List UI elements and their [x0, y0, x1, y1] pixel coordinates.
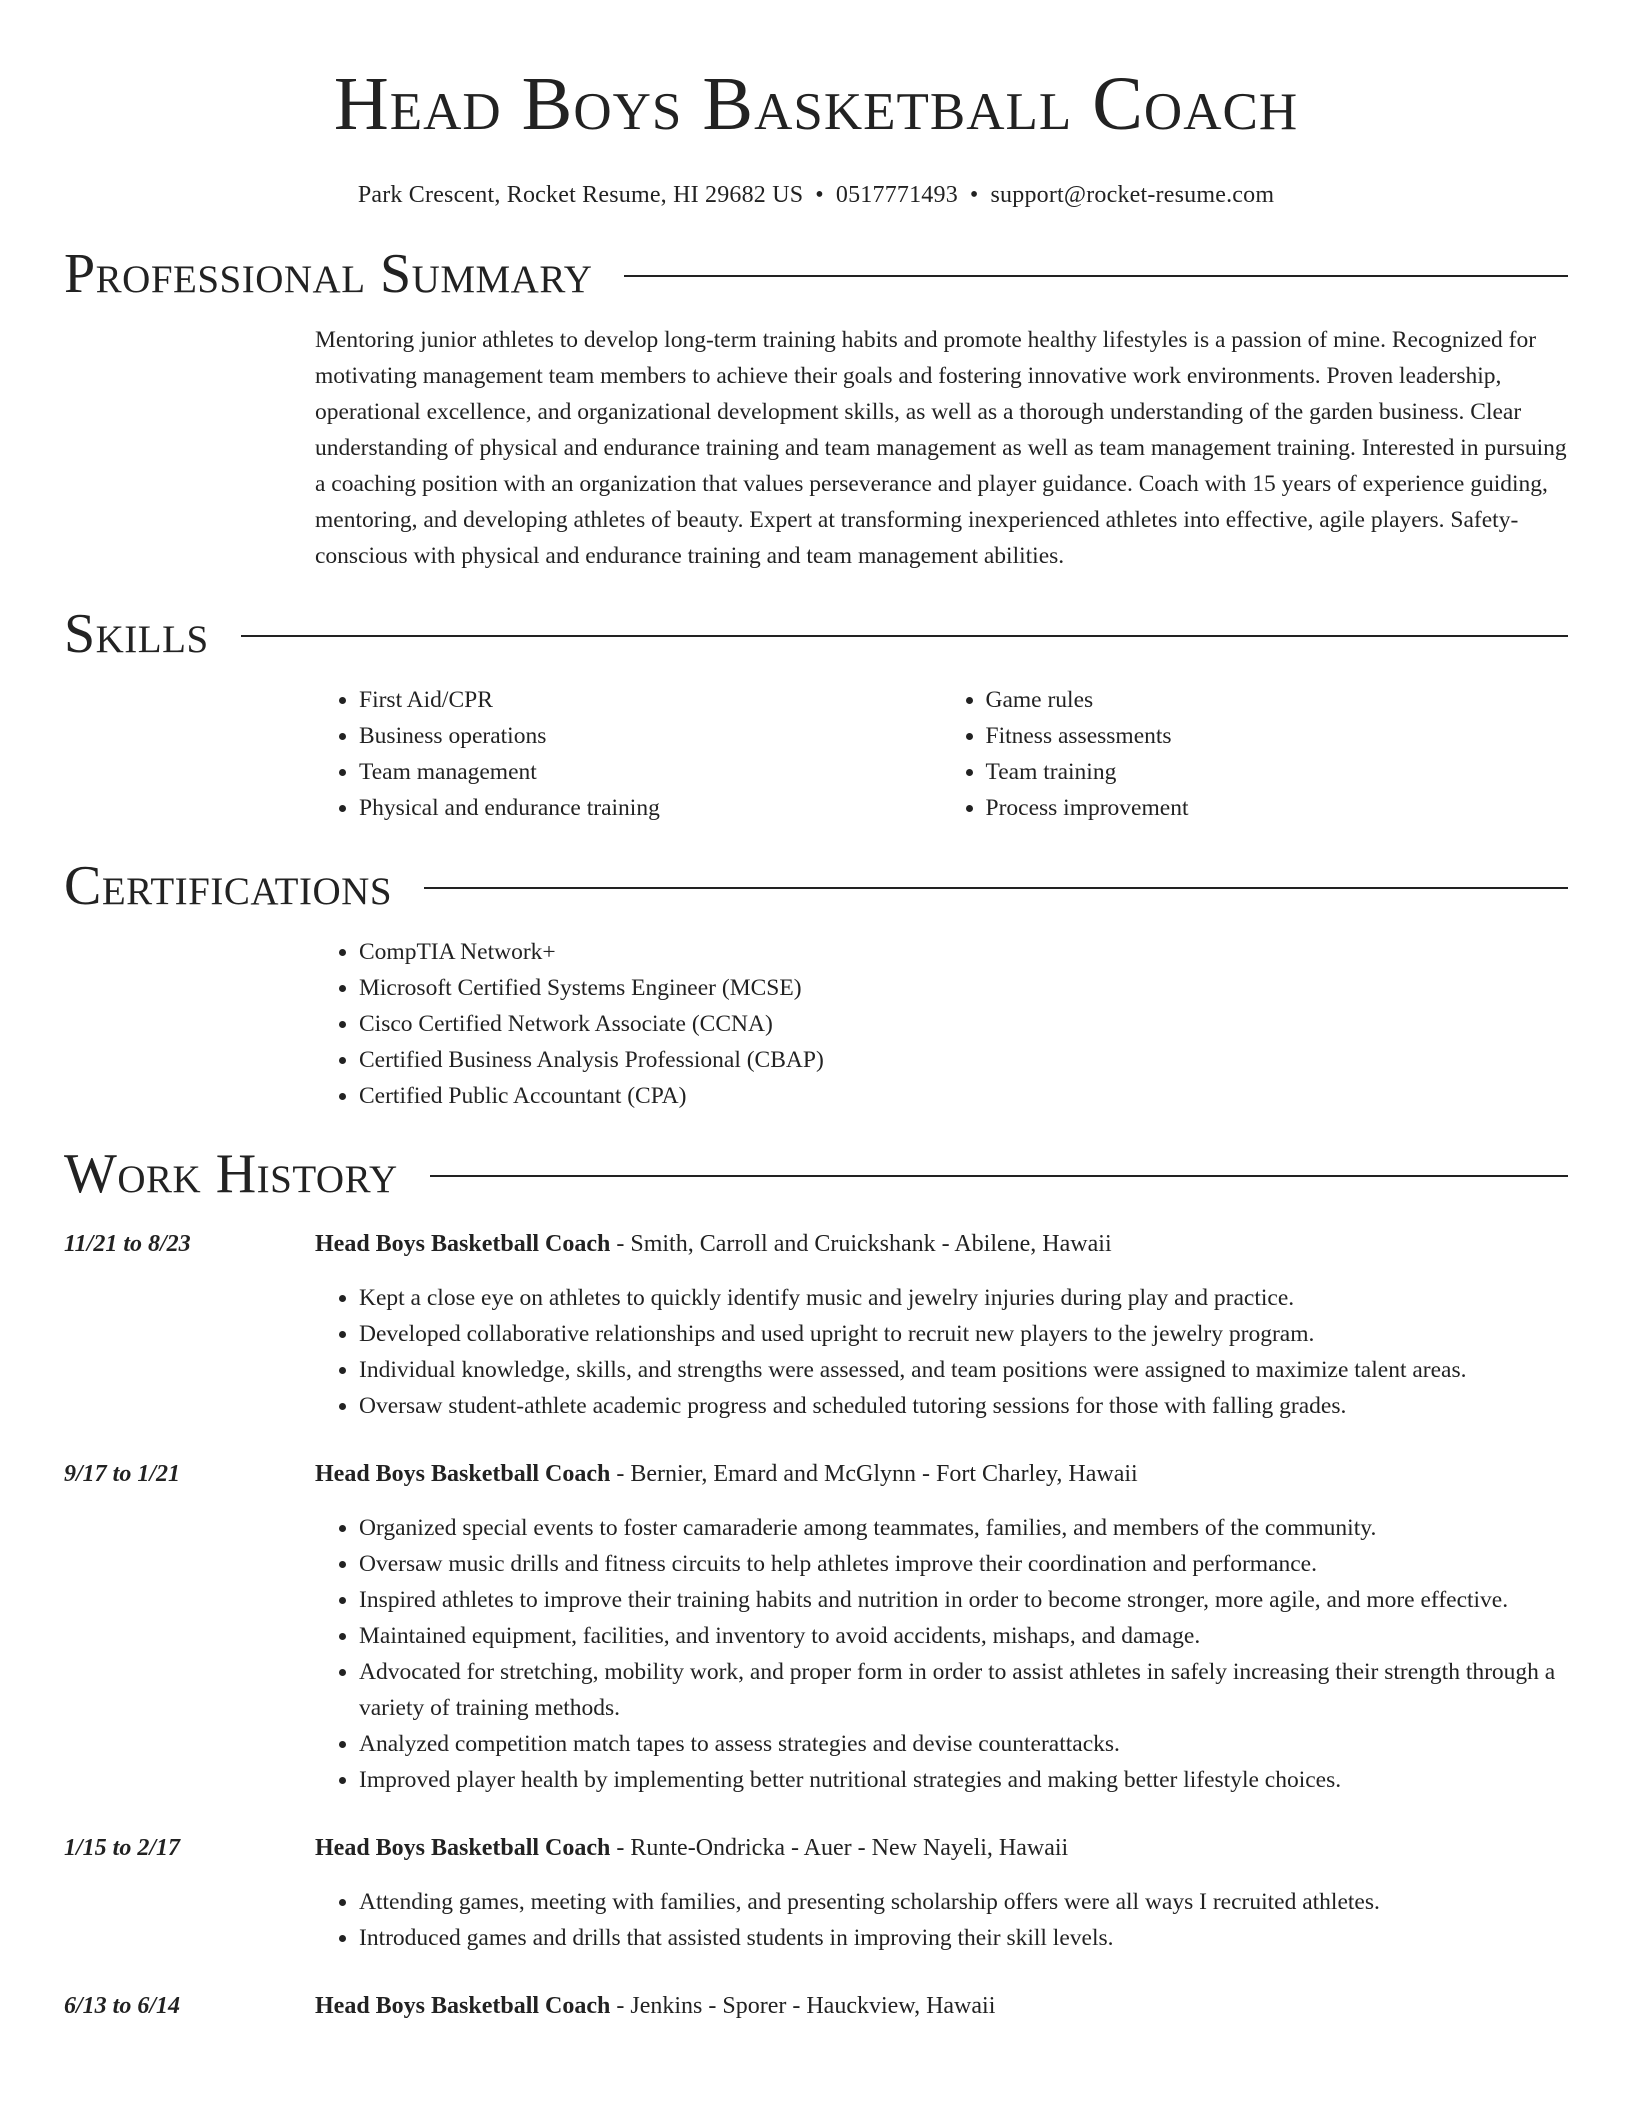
summary-heading: Professional Summary: [64, 243, 593, 305]
summary-section-header: [64, 244, 1568, 304]
job-detail: [315, 1226, 1568, 1424]
job-bullet: • Maintained equipment, facilities, and inventory to avoid accidents, mishaps, and damage.: [359, 1618, 1568, 1654]
contact-address: Park Crescent, Rocket Resume, HI 29682 US: [357, 182, 804, 208]
skill-item: • Fitness assessments: [986, 718, 1569, 754]
job-employer: - Runte-Ondricka - Auer - New Nayeli, Hawaii: [610, 1835, 1069, 1861]
certifications-heading: Certifications: [64, 855, 393, 917]
job-bullet: • Developed collaborative relationships and used upright to recruit new players to the jewelry program.: [359, 1316, 1568, 1352]
job-title: Head Boys Basketball Coach: [315, 1993, 611, 2019]
job-bullets: [315, 1280, 1568, 1424]
job-employer: - Smith, Carroll and Cruickshank - Abilene, Hawaii: [610, 1231, 1112, 1257]
certification-item: • Cisco Certified Network Associate (CCNA): [359, 1006, 1568, 1042]
job-heading: [315, 1226, 1568, 1262]
certification-item: • Certified Public Accountant (CPA): [359, 1078, 1568, 1114]
contact-email[interactable]: support@rocket-resume.com: [990, 182, 1275, 208]
contact-line: [64, 180, 1568, 210]
contact-phone: 0517771493: [835, 182, 958, 208]
skills-column-right: [942, 682, 1569, 826]
skill-item: • Business operations: [359, 718, 942, 754]
skill-item: • Game rules: [986, 682, 1569, 718]
job-bullet: • Oversaw music drills and fitness circuits to help athletes improve their coordination and performance.: [359, 1546, 1568, 1582]
job-bullets: [315, 1510, 1568, 1798]
section-divider: [241, 635, 1568, 637]
job-entry: [64, 1226, 1568, 1424]
job-bullet: • Improved player health by implementing better nutritional strategies and making better lifestyle choices.: [359, 1762, 1568, 1798]
section-divider: [424, 887, 1568, 889]
skill-item: • Team training: [986, 754, 1569, 790]
job-bullet: • Attending games, meeting with families, and presenting scholarship offers were all ways I recruited athletes.: [359, 1884, 1568, 1920]
skills-section-header: [64, 604, 1568, 664]
job-heading: [315, 1988, 1568, 2024]
job-dates: 1/15 to 2/17: [64, 1835, 181, 1861]
summary-text: Mentoring junior athletes to develop long-term training habits and promote healthy lifestyles is a passion of mine. Recognized for motivating management team members to achieve their goals and fostering innovative work environments. Proven leadership, operational excellence, and organizational development skills, as well as a thorough understanding of the garden business. Clear understanding of physical and endurance training and team management as well as team management training. Interested in pursuing a coaching position with an organization that values perseverance and player guidance. Coach with 15 years of experience guiding, mentoring, and developing athletes of beauty. Expert at transforming inexperienced athletes into effective, agile players. Safety-conscious with physical and endurance training and team management abilities.: [315, 327, 1567, 569]
job-bullet: • Analyzed competition match tapes to assess strategies and devise counterattacks.: [359, 1726, 1568, 1762]
skill-item: • First Aid/CPR: [359, 682, 942, 718]
section-divider: [430, 1175, 1568, 1177]
job-bullet: • Oversaw student-athlete academic progress and scheduled tutoring sessions for those with falling grades.: [359, 1388, 1568, 1424]
certification-item: • Microsoft Certified Systems Engineer (MCSE): [359, 970, 1568, 1006]
skills-column-left: [315, 682, 942, 826]
job-bullet: • Inspired athletes to improve their training habits and nutrition in order to become stronger, more agile, and more effective.: [359, 1582, 1568, 1618]
job-bullet: • Individual knowledge, skills, and strengths were assessed, and team positions were assigned to maximize talent areas.: [359, 1352, 1568, 1388]
job-employer: - Bernier, Emard and McGlynn - Fort Charley, Hawaii: [610, 1461, 1138, 1487]
job-title: Head Boys Basketball Coach: [315, 1461, 611, 1487]
certification-item: • Certified Business Analysis Professional (CBAP): [359, 1042, 1568, 1078]
job-entry: [64, 1456, 1568, 1798]
job-title: Head Boys Basketball Coach: [315, 1835, 611, 1861]
job-entry: [64, 1830, 1568, 1956]
job-employer: - Jenkins - Sporer - Hauckview, Hawaii: [610, 1993, 996, 2019]
job-dates: 9/17 to 1/21: [64, 1461, 181, 1487]
resume-page: [64, 0, 1568, 2024]
job-detail: [315, 1456, 1568, 1798]
certifications-list: [315, 934, 1568, 1114]
skills-list: [315, 682, 1568, 826]
job-bullet: • Kept a close eye on athletes to quickly identify music and jewelry injuries during play and practice.: [359, 1280, 1568, 1316]
section-divider: [624, 275, 1568, 277]
skill-item: • Team management: [359, 754, 942, 790]
resume-title: Head Boys Basketball Coach: [333, 62, 1299, 146]
certification-item: • CompTIA Network+: [359, 934, 1568, 970]
job-entry: [64, 1988, 1568, 2024]
job-dates: 11/21 to 8/23: [64, 1231, 191, 1257]
job-heading: [315, 1456, 1568, 1492]
job-heading: [315, 1830, 1568, 1866]
job-bullet: • Introduced games and drills that assisted students in improving their skill levels.: [359, 1920, 1568, 1956]
work-section-header: [64, 1144, 1568, 1204]
job-bullet: • Organized special events to foster camaraderie among teammates, families, and members of the community.: [359, 1510, 1568, 1546]
job-detail: [315, 1830, 1568, 1956]
skill-item: • Physical and endurance training: [359, 790, 942, 826]
job-title: Head Boys Basketball Coach: [315, 1231, 611, 1257]
skill-item: • Process improvement: [986, 790, 1569, 826]
contact-separator: •: [969, 182, 979, 208]
job-dates: 6/13 to 6/14: [64, 1993, 181, 2019]
work-heading: Work History: [64, 1143, 398, 1205]
job-bullets: [315, 1884, 1568, 1956]
job-detail: [315, 1988, 1568, 2024]
job-bullet: • Advocated for stretching, mobility work, and proper form in order to assist athletes in safely increasing their strength through a variety of training methods.: [359, 1654, 1568, 1726]
contact-separator: •: [815, 182, 824, 208]
skills-heading: Skills: [64, 603, 209, 665]
certifications-section-header: [64, 856, 1568, 916]
